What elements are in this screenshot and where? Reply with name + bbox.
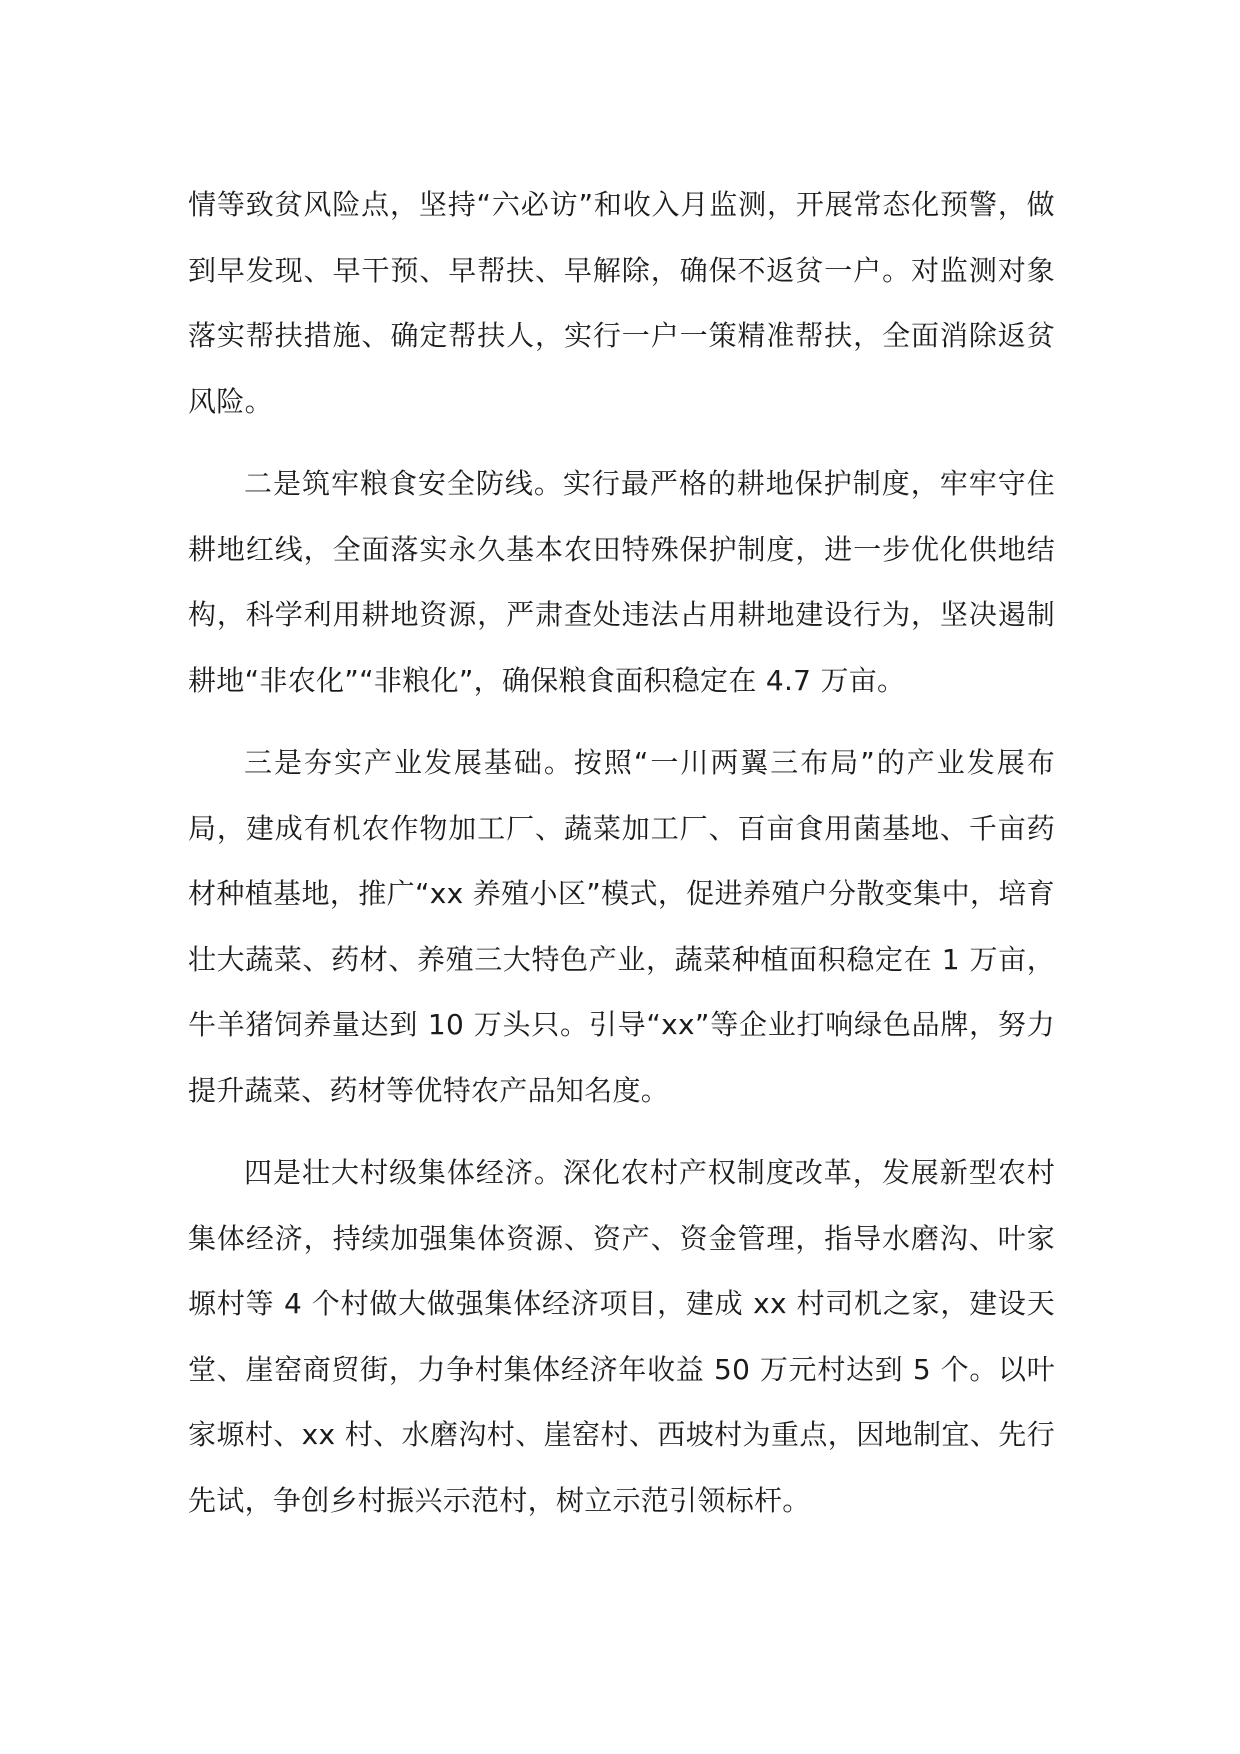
paragraph-industry-development: 三是夯实产业发展基础。按照“一川两翼三布局”的产业发展布局，建成有机农作物加工厂、蔬菜加工厂、百亩食用菌基地、千亩药材种植基地，推广“xx 养殖小区”模式，促进养殖户分散变集中，培育壮大蔬菜、药材、养殖三大特色产业，蔬菜种植面积稳定在 1 万亩，牛羊猪饲养量达到 10 万头只。引导“xx”等企业打响绿色品牌，努力提升蔬菜、药材等优特农产品知名度。 bbox=[188, 746, 1055, 1107]
paragraph-poverty-monitoring: 情等致贫风险点，坚持“六必访”和收入月监测，开展常态化预警，做到早发现、早干预、早帮扶、早解除，确保不返贫一户。对监测对象落实帮扶措施、确定帮扶人，实行一户一策精准帮扶，全面消除返贫风险。 bbox=[188, 188, 1055, 418]
paragraph-food-security: 二是筑牢粮食安全防线。实行最严格的耕地保护制度，牢牢守住耕地红线，全面落实永久基本农田特殊保护制度，进一步优化供地结构，科学利用耕地资源，严肃查处违法占用耕地建设行为，坚决遏制耕地“非农化”“非粮化”，确保粮食面积稳定在 4.7 万亩。 bbox=[188, 467, 1055, 697]
paragraph-collective-economy: 四是壮大村级集体经济。深化农村产权制度改革，发展新型农村集体经济，持续加强集体资源、资产、资金管理，指导水磨沟、叶家塬村等 4 个村做大做强集体经济项目，建成 xx 村司机之家，建设天堂、崖窑商贸街，力争村集体经济年收益 50 万元村达到 5 个。以叶家塬村、xx 村、水磨沟村、崖窑村、西坡村为重点，因地制宜、先行先试，争创乡村振兴示范村，树立示范引领标杆。 bbox=[188, 1156, 1055, 1517]
